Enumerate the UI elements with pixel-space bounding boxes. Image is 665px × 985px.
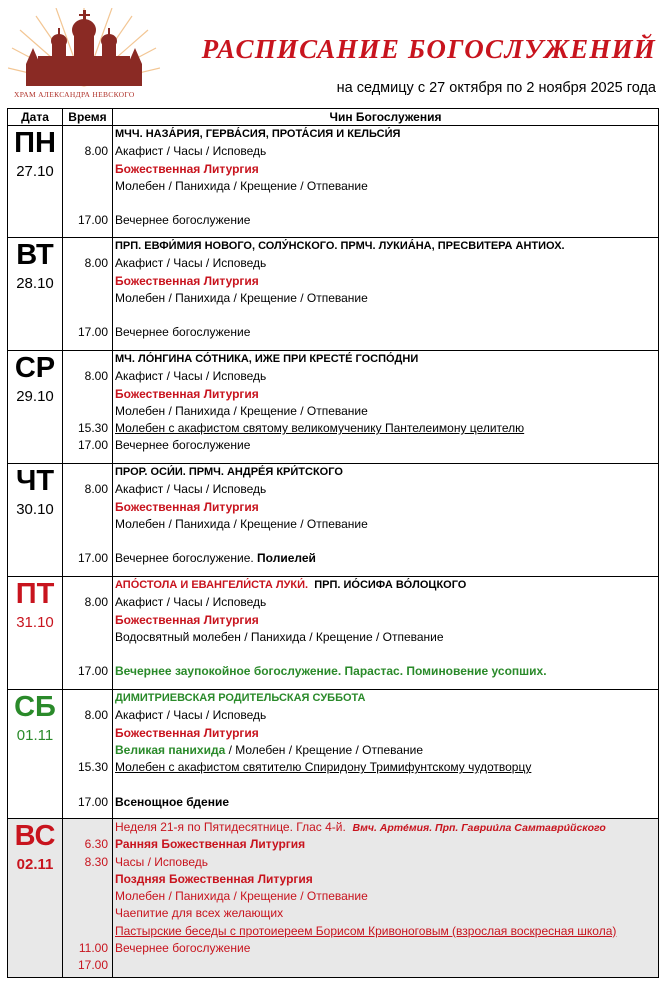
tea-line: Чаепитие для всех желающих <box>115 906 284 921</box>
liturgy-line: Божественная Литургия <box>115 725 259 740</box>
day-date: 01.11 <box>16 727 54 744</box>
molebens-line: Молебен / Панихида / Крещение / Отпевание <box>115 889 368 904</box>
molebens-line: Молебен / Панихида / Крещение / Отпевание <box>115 178 368 193</box>
feast-red: АПО́СТОЛА И ЕВАНГЕЛИ́СТА ЛУКИ́. <box>115 579 309 591</box>
time-liturgy: 8.00 <box>84 369 108 384</box>
molebens-line: Водосвятный молебен / Панихида / Крещение / Отпевание <box>115 629 444 644</box>
col-date-header: Дата <box>8 109 63 126</box>
time-liturgy: 8.00 <box>84 595 108 610</box>
times-cell <box>63 126 113 238</box>
day-date: 29.10 <box>16 388 54 405</box>
day-date: 27.10 <box>16 163 54 180</box>
liturgy-line: Божественная Литургия <box>115 273 259 288</box>
day-cell <box>8 819 63 978</box>
services-cell <box>113 577 659 690</box>
page-title: РАСПИСАНИЕ БОГОСЛУЖЕНИЙ <box>201 34 656 64</box>
services-cell <box>113 126 659 238</box>
time-hours: 8.30 <box>84 854 108 869</box>
day-row-sunday <box>8 819 659 978</box>
time-evening: 17.00 <box>77 958 108 973</box>
day-abbr: ВС <box>14 820 56 852</box>
services-cell <box>113 819 659 978</box>
liturgy-line: Божественная Литургия <box>115 386 259 401</box>
time-akathist: 15.30 <box>77 760 108 775</box>
day-row-saturday <box>8 690 659 819</box>
time-liturgy: 8.00 <box>84 708 108 723</box>
table-header-row <box>8 109 659 126</box>
day-row-tuesday <box>8 238 659 351</box>
talks-line: Пастырские беседы с протоиереем Борисом Кривоноговым (взрослая воскресная школа) <box>115 923 617 938</box>
feast-title: ПРОР. ОСИ́И. ПРМЧ. АНДРЕ́Я КРИ́ТСКОГО <box>115 466 343 478</box>
molebens-line: Молебен / Панихида / Крещение / Отпевание <box>115 403 368 418</box>
time-evening: 17.00 <box>77 438 108 453</box>
feast-title: ДИМИТРИЕВСКАЯ РОДИТЕЛЬСКАЯ СУББОТА <box>115 692 366 704</box>
day-abbr: ПН <box>14 127 56 159</box>
week-text: Неделя 21-я по Пятидесятнице. Глас 4-й. <box>115 820 346 834</box>
time-evening: 17.00 <box>77 325 108 340</box>
feast-title: МЧ. ЛО́НГИНА СО́ТНИКА, ИЖЕ ПРИ КРЕСТЕ́ ГОСПО́ДНИ <box>115 353 419 365</box>
late-liturgy-line: Поздняя Божественная Литургия <box>115 871 313 886</box>
early-liturgy-line: Ранняя Божественная Литургия <box>115 837 306 852</box>
feast-black: ПРП. ИО́СИФА ВО́ЛОЦКОГО <box>314 579 467 591</box>
day-date: 31.10 <box>16 614 54 631</box>
services-cell <box>113 690 659 819</box>
time-evening: 17.00 <box>77 213 108 228</box>
panikhida-text: Великая панихида <box>115 742 226 757</box>
liturgy-line: Божественная Литургия <box>115 161 259 176</box>
day-abbr: СБ <box>14 691 56 723</box>
day-date: 28.10 <box>16 275 54 292</box>
hours-line: Акафист / Часы / Исповедь <box>115 708 267 723</box>
day-abbr: СР <box>14 352 56 384</box>
day-row-monday <box>8 126 659 238</box>
page-subtitle: на седмицу с 27 октября по 2 ноября 2025 года <box>336 80 656 96</box>
day-cell <box>8 577 63 690</box>
evening-line: Вечернее богослужение <box>115 941 251 956</box>
evening-line: Вечернее богослужение <box>115 213 251 228</box>
liturgy-line: Божественная Литургия <box>115 499 259 514</box>
molebens-text: / Молебен / Крещение / Отпевание <box>225 742 424 757</box>
time-akathist: 15.30 <box>77 421 108 436</box>
molebens-line: Молебен / Панихида / Крещение / Отпевание <box>115 290 368 305</box>
day-abbr: ПТ <box>15 578 55 610</box>
day-cell <box>8 126 63 238</box>
saints-text: Вмч. Арте́мия. Прп. Гаврии́ла Самтаври́йского <box>352 822 606 834</box>
times-cell <box>63 690 113 819</box>
molebens-line: Молебен / Панихида / Крещение / Отпевание <box>115 516 368 531</box>
day-abbr: ВТ <box>16 239 54 271</box>
time-liturgy: 8.00 <box>84 144 108 159</box>
feast-title: МЧЧ. НАЗА́РИЯ, ГЕРВА́СИЯ, ПРОТА́СИЯ И КЕЛЬСИ́Я <box>115 128 401 140</box>
day-cell <box>8 690 63 819</box>
time-early: 6.30 <box>84 837 108 852</box>
times-cell <box>63 577 113 690</box>
day-date: 30.10 <box>16 501 54 518</box>
day-row-wednesday <box>8 351 659 464</box>
day-row-friday <box>8 577 659 690</box>
hours-line: Акафист / Часы / Исповедь <box>115 482 267 497</box>
week-title <box>113 819 658 836</box>
evening-line: Вечернее богослужение <box>115 438 251 453</box>
church-icon <box>26 10 142 86</box>
logo-caption: ХРАМ АЛЕКСАНДРА НЕВСКОГО <box>14 90 135 99</box>
times-cell <box>63 238 113 351</box>
time-evening: 17.00 <box>77 551 108 566</box>
liturgy-line: Божественная Литургия <box>115 612 259 627</box>
col-time-header: Время <box>63 109 113 126</box>
schedule-table <box>7 108 659 978</box>
evening-extra: Полиелей <box>257 551 316 566</box>
services-cell <box>113 351 659 464</box>
evening-line <box>113 550 658 567</box>
time-liturgy: 8.00 <box>84 482 108 497</box>
times-cell <box>63 819 113 978</box>
day-abbr: ЧТ <box>15 465 55 497</box>
day-cell <box>8 238 63 351</box>
day-cell <box>8 464 63 577</box>
hours-line: Акафист / Часы / Исповедь <box>115 369 267 384</box>
day-row-thursday <box>8 464 659 577</box>
time-evening: 17.00 <box>77 794 108 809</box>
services-cell <box>113 464 659 577</box>
evening-text: Вечернее богослужение. <box>115 551 254 566</box>
evening-line: Вечернее богослужение <box>115 325 251 340</box>
times-cell <box>63 464 113 577</box>
akathist-line: Молебен с акафистом святителю Спиридону Тримифунтскому чудотворцу <box>115 760 532 775</box>
services-cell <box>113 238 659 351</box>
molebens-line <box>113 742 658 759</box>
feast-title <box>113 577 658 594</box>
feast-title: ПРП. ЕВФИ́МИЯ НОВОГО, СОЛУ́НСКОГО. ПРМЧ. ЛУКИА́НА, ПРЕСВИТЕРА АНТИОХ. <box>115 240 565 252</box>
col-service-header: Чин Богослужения <box>113 109 659 126</box>
day-date: 02.11 <box>16 856 54 873</box>
time-liturgy: 8.00 <box>84 256 108 271</box>
hours-line: Часы / Исповедь <box>115 854 208 869</box>
day-cell <box>8 351 63 464</box>
evening-line: Вечернее заупокойное богослужение. Парастас. Поминовение усопших. <box>115 664 547 679</box>
hours-line: Акафист / Часы / Исповедь <box>115 595 267 610</box>
time-talks: 11.00 <box>78 941 108 956</box>
hours-line: Акафист / Часы / Исповедь <box>115 144 267 159</box>
hours-line: Акафист / Часы / Исповедь <box>115 256 267 271</box>
akathist-line: Молебен с акафистом святому великомученику Пантелеимону целителю <box>115 421 525 436</box>
times-cell <box>63 351 113 464</box>
time-evening: 17.00 <box>77 664 108 679</box>
evening-line: Всенощное бдение <box>115 794 230 809</box>
